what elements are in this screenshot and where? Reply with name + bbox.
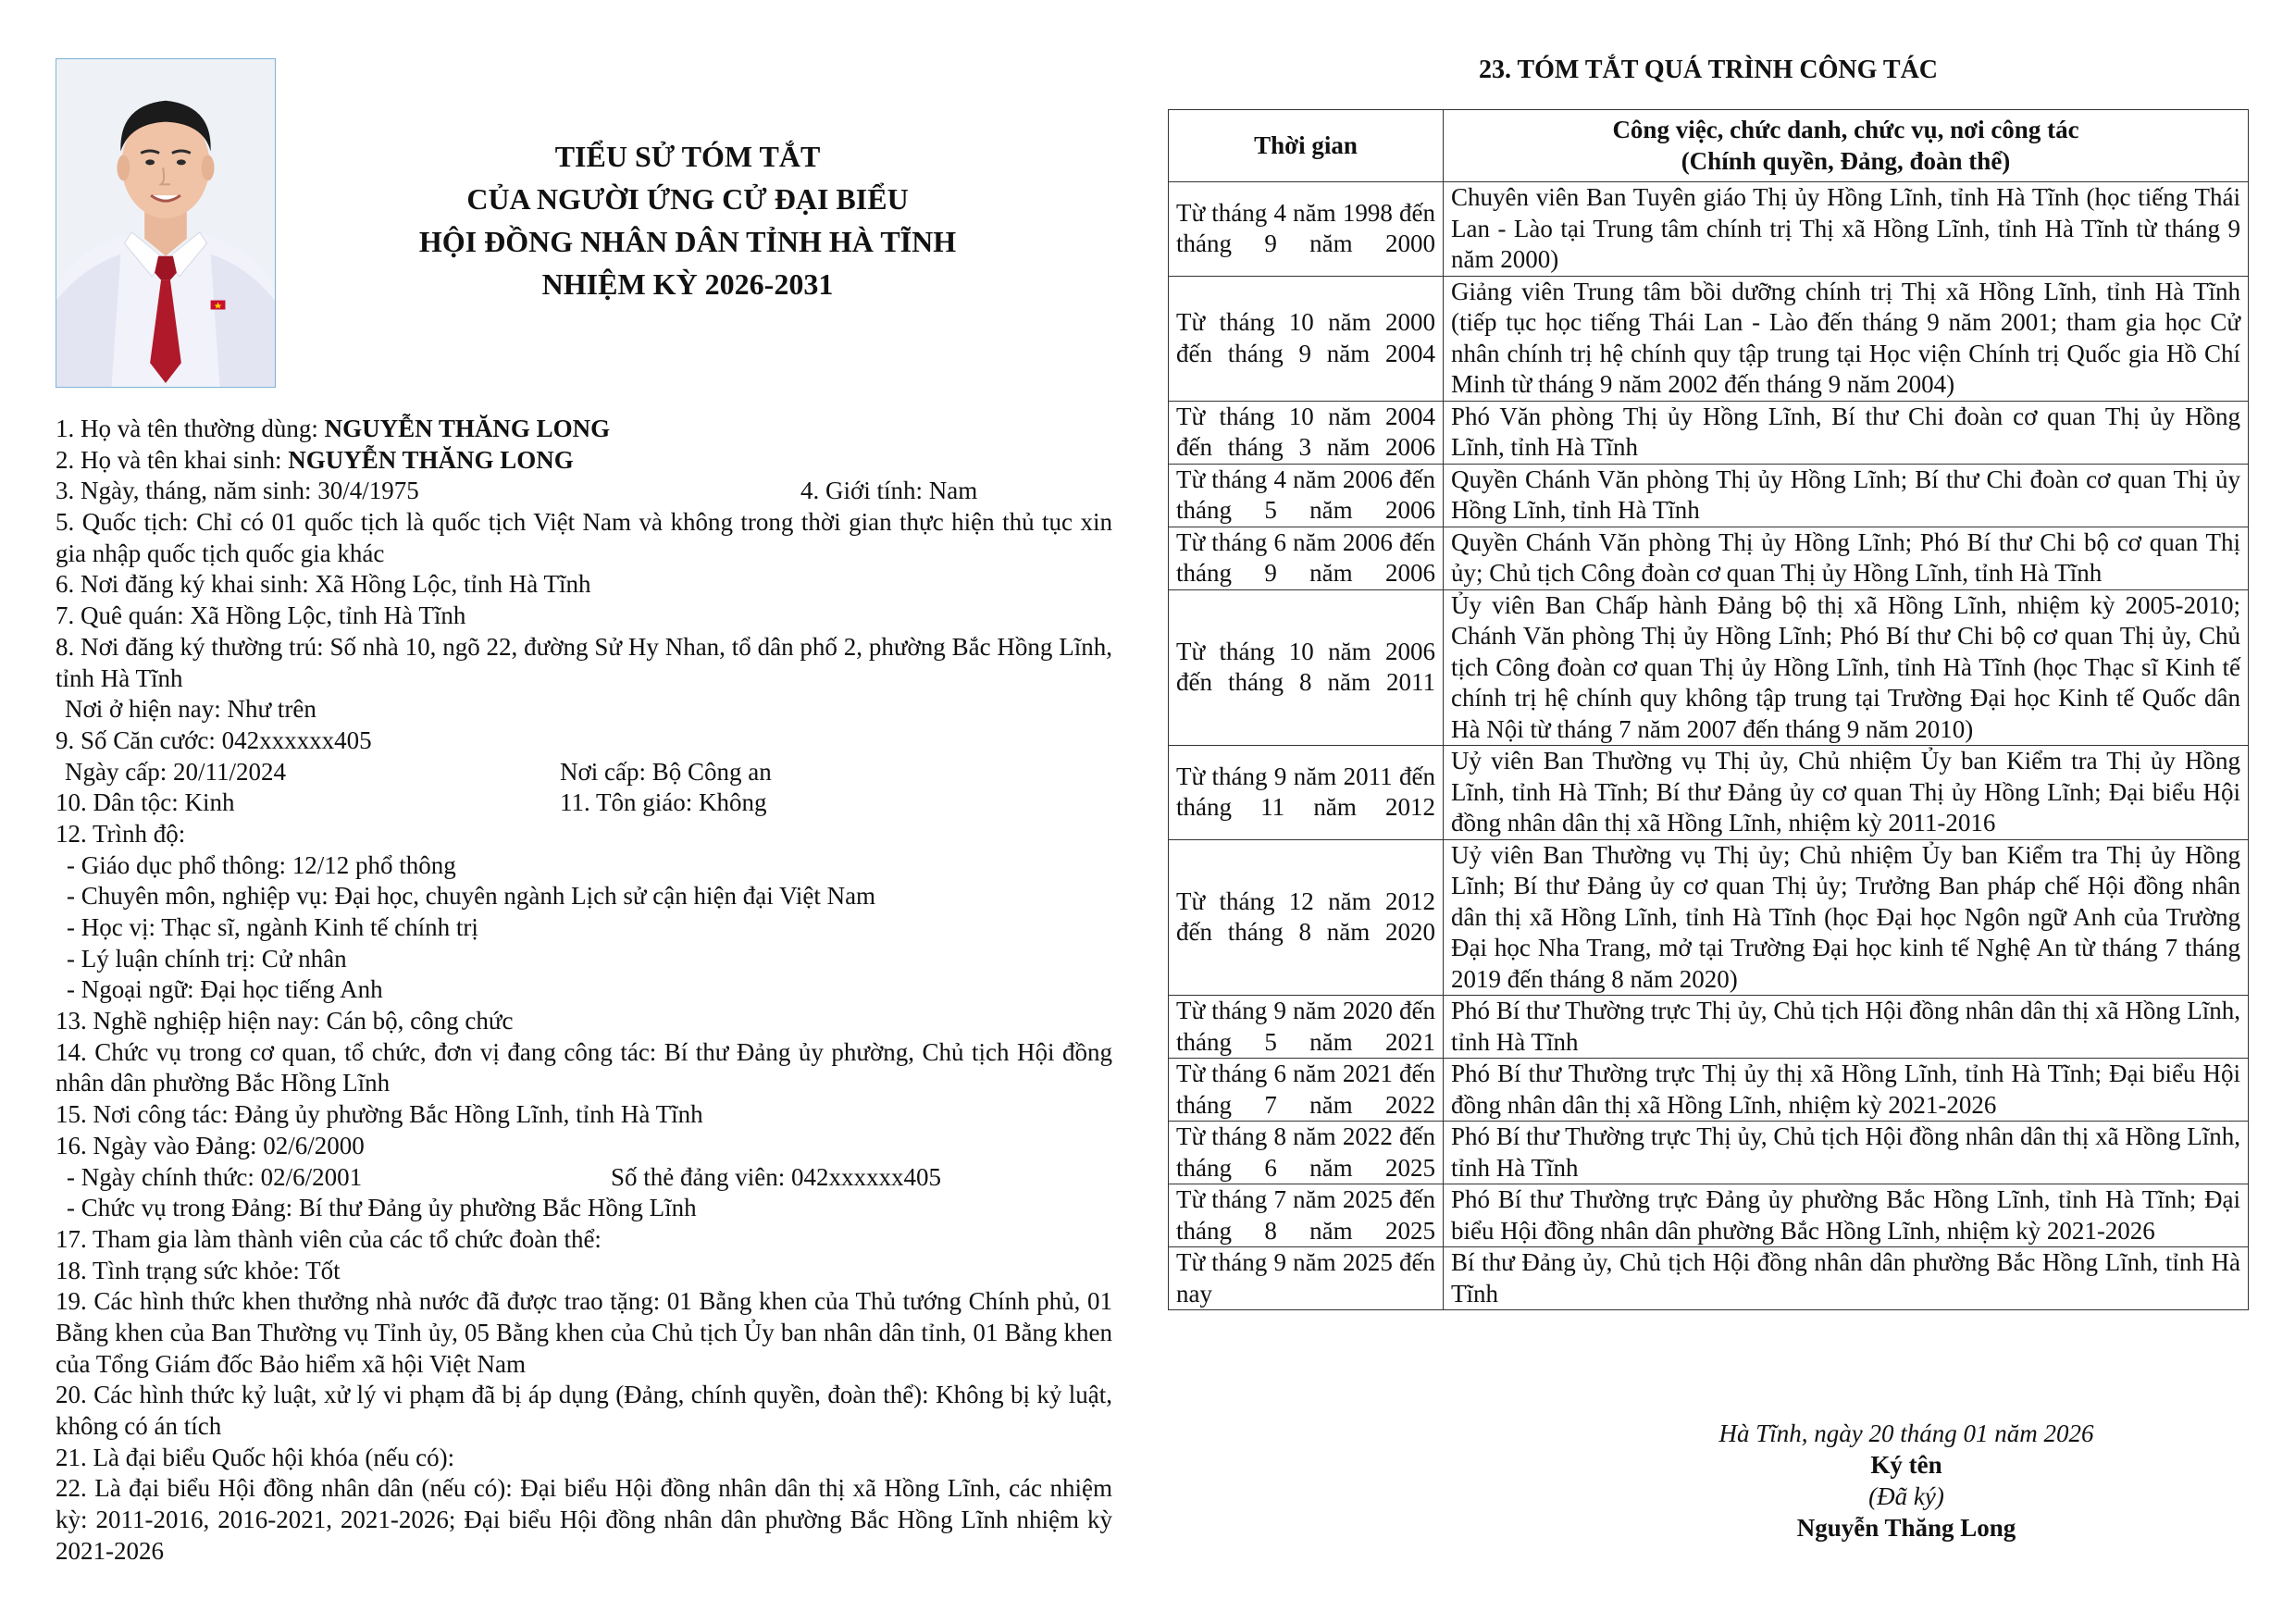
career-time: Từ tháng 8 năm 2022 đến tháng 6 năm 2025	[1169, 1122, 1444, 1184]
title-line-3: HỘI ĐỒNG NHÂN DÂN TỈNH HÀ TĨNH	[418, 225, 957, 258]
career-time: Từ tháng 9 năm 2020 đến tháng 5 năm 2021	[1169, 996, 1444, 1059]
field-permanent-residence: 8. Nơi đăng ký thường trú: Số nhà 10, ngõ 22, đường Sử Hy Nhan, tổ dân phố 2, phường Bắc Hồng Lĩnh, tỉnh Hà Tĩnh	[56, 632, 1112, 692]
col-header-time: Thời gian	[1169, 110, 1444, 182]
career-time: Từ tháng 6 năm 2006 đến tháng 9 năm 2006	[1169, 527, 1444, 589]
education-political-theory: - Lý luận chính trị: Cử nhân	[67, 944, 347, 973]
field-discipline: 20. Các hình thức kỷ luật, xử lý vi phạm đã bị áp dụng (Đảng, chính quyền, đoàn thể): Không bị kỷ luật, không có án tích	[56, 1381, 1112, 1441]
field-common-name: 1. Họ và tên thường dùng: NGUYỄN THĂNG LONG	[56, 415, 611, 442]
field-nationality: 5. Quốc tịch: Chỉ có 01 quốc tịch là quốc tịch Việt Nam và không trong thời gian thực hiện thủ tục xin gia nhập quốc tịch quốc gia khác	[56, 508, 1112, 567]
field-occupation: 13. Nghề nghiệp hiện nay: Cán bộ, công chức	[56, 1007, 514, 1035]
signature-block	[1629, 1418, 2184, 1543]
field-id-number: 9. Số Căn cước: 042xxxxxx405	[56, 725, 372, 754]
career-description: Uỷ viên Ban Thường vụ Thị ủy; Chủ nhiệm Ủy ban Kiểm tra Thị ủy Hồng Lĩnh; Bí thư Đảng ủy cơ quan Thị ủy; Trưởng Ban pháp chế Hội đồng nhân dân thị xã Hồng Lĩnh, tỉnh Hà Tĩnh (học Đại học Ngôn ngữ Anh của Trường Đại học Nha Trang, mở tại Trường Đại học kinh tế Nghệ An từ tháng 7 tháng 2019 đến tháng 8 năm 2020)	[1444, 839, 2249, 996]
career-description: Phó Bí thư Thường trực Đảng ủy phường Bắc Hồng Lĩnh, tỉnh Hà Tĩnh; Đại biểu Hội đồng nhân dân phường Bắc Hồng Lĩnh, nhiệm kỳ 2021-2026	[1444, 1184, 2249, 1247]
signature-name: Nguyễn Thăng Long	[1796, 1514, 2016, 1542]
field-gender: 4. Giới tính: Nam	[800, 477, 978, 505]
career-time: Từ tháng 10 năm 2004 đến tháng 3 năm 2006	[1169, 401, 1444, 464]
title-line-2: CỦA NGƯỜI ỨNG CỬ ĐẠI BIỂU	[466, 182, 909, 216]
education-general: - Giáo dục phổ thông: 12/12 phổ thông	[67, 850, 456, 879]
career-time: Từ tháng 7 năm 2025 đến tháng 8 năm 2025	[1169, 1184, 1444, 1247]
career-row	[1169, 996, 2249, 1059]
career-time: Từ tháng 10 năm 2000 đến tháng 9 năm 2004	[1169, 276, 1444, 401]
document-title	[368, 135, 1007, 305]
career-description: Chuyên viên Ban Tuyên giáo Thị ủy Hồng Lĩnh, tỉnh Hà Tĩnh (học tiếng Thái Lan - Lào tại Trung tâm chính trị Thị xã Hồng Lĩnh, tỉnh Hà Tĩnh từ tháng 9 năm 2000)	[1444, 182, 2249, 277]
career-time: Từ tháng 10 năm 2006 đến tháng 8 năm 2011	[1169, 589, 1444, 746]
career-row	[1169, 1122, 2249, 1184]
common-name-value: NGUYỄN THĂNG LONG	[324, 415, 611, 442]
field-ethnicity: 10. Dân tộc: Kinh	[56, 788, 235, 817]
career-table	[1168, 109, 2249, 1310]
personal-info	[56, 414, 1112, 1568]
field-national-assembly: 21. Là đại biểu Quốc hội khóa (nếu có):	[56, 1443, 455, 1471]
field-dob-gender	[56, 476, 1112, 507]
career-table-body	[1169, 182, 2249, 1310]
portrait-photo-icon	[56, 59, 275, 387]
col-header-work-title: Công việc, chức danh, chức vụ, nơi công tác	[1612, 116, 2079, 143]
field-party-join-date: 16. Ngày vào Đảng: 02/6/2000	[56, 1131, 365, 1159]
field-birth-name: 2. Họ và tên khai sinh: NGUYỄN THĂNG LONG	[56, 445, 574, 474]
field-organizations: 17. Tham gia làm thành viên của các tổ chức đoàn thể:	[56, 1224, 602, 1253]
field-party-official	[56, 1162, 1112, 1194]
signature-place-date: Hà Tĩnh, ngày 20 tháng 01 năm 2026	[1718, 1419, 2094, 1447]
field-ethnicity-religion	[56, 787, 1112, 819]
field-party-position: - Chức vụ trong Đảng: Bí thư Đảng ủy phường Bắc Hồng Lĩnh	[67, 1194, 697, 1222]
career-section-title: 23. TÓM TẮT QUÁ TRÌNH CÔNG TÁC	[1478, 56, 1939, 84]
field-id-place: Nơi cấp: Bộ Công an	[560, 757, 772, 786]
party-official-date: - Ngày chính thức: 02/6/2001	[67, 1162, 363, 1191]
field-birth-registration: 6. Nơi đăng ký khai sinh: Xã Hồng Lộc, tỉnh Hà Tĩnh	[56, 570, 591, 599]
career-time: Từ tháng 4 năm 1998 đến tháng 9 năm 2000	[1169, 182, 1444, 277]
career-row	[1169, 401, 2249, 464]
career-row	[1169, 839, 2249, 996]
col-header-work	[1444, 110, 2249, 182]
career-description: Quyền Chánh Văn phòng Thị ủy Hồng Lĩnh; Phó Bí thư Chi bộ cơ quan Thị ủy; Chủ tịch Công đoàn cơ quan Thị ủy Hồng Lĩnh, tỉnh Hà Tĩnh	[1444, 527, 2249, 589]
career-row	[1169, 527, 2249, 589]
field-id-issue	[56, 757, 1112, 788]
career-description: Giảng viên Trung tâm bồi dưỡng chính trị Thị xã Hồng Lĩnh, tỉnh Hà Tĩnh (tiếp tục học tiếng Thái Lan - Lào đến tháng 9 năm 2001; tham gia học Cử nhân chính trị hệ chính quy tập trung tại Học viện Chính trị Quốc gia Hồ Chí Minh từ tháng 9 năm 2002 đến tháng 9 năm 2004)	[1444, 276, 2249, 401]
title-line-4: NHIỆM KỲ 2026-2031	[541, 267, 834, 301]
career-row	[1169, 1184, 2249, 1247]
candidate-photo	[56, 58, 276, 388]
field-health: 18. Tình trạng sức khỏe: Tốt	[56, 1256, 341, 1284]
career-table-header	[1169, 110, 2249, 182]
career-time: Từ tháng 12 năm 2012 đến tháng 8 năm 2020	[1169, 839, 1444, 996]
field-awards: 19. Các hình thức khen thưởng nhà nước đã được trao tặng: 01 Bằng khen của Thủ tướng Chính phủ, 01 Bằng khen của Ban Thường vụ Tỉnh ủy, 05 Bằng khen của Chủ tịch Ủy ban nhân dân tỉnh, 01 Bằng khen của Tổng Giám đốc Bảo hiểm xã hội Việt Nam	[56, 1287, 1112, 1378]
career-row	[1169, 1059, 2249, 1122]
career-description: Phó Bí thư Thường trực Thị ủy, Chủ tịch Hội đồng nhân dân thị xã Hồng Lĩnh, tỉnh Hà Tĩnh	[1444, 1122, 2249, 1184]
career-description: Bí thư Đảng ủy, Chủ tịch Hội đồng nhân dân phường Bắc Hồng Lĩnh, tỉnh Hà Tĩnh	[1444, 1247, 2249, 1310]
field-workplace: 15. Nơi công tác: Đảng ủy phường Bắc Hồng Lĩnh, tỉnh Hà Tĩnh	[56, 1100, 703, 1129]
party-card-number: Số thẻ đảng viên: 042xxxxxx405	[611, 1162, 941, 1191]
field-id-date: Ngày cấp: 20/11/2024	[65, 757, 286, 786]
career-row	[1169, 746, 2249, 840]
signature-signed-note: (Đã ký)	[1868, 1482, 1944, 1510]
field-dob: 3. Ngày, tháng, năm sinh: 30/4/1975	[56, 477, 419, 505]
career-description: Phó Bí thư Thường trực Thị ủy thị xã Hồng Lĩnh, tỉnh Hà Tĩnh; Đại biểu Hội đồng nhân dân thị xã Hồng Lĩnh, nhiệm kỳ 2021-2026	[1444, 1059, 2249, 1122]
career-row	[1169, 589, 2249, 746]
field-hometown: 7. Quê quán: Xã Hồng Lộc, tỉnh Hà Tĩnh	[56, 601, 466, 630]
signature-label: Ký tên	[1870, 1451, 1942, 1479]
career-row	[1169, 464, 2249, 527]
career-description: Quyền Chánh Văn phòng Thị ủy Hồng Lĩnh; Bí thư Chi đoàn cơ quan Thị ủy Hồng Lĩnh, tỉnh Hà Tĩnh	[1444, 464, 2249, 527]
title-line-1: TIỂU SỬ TÓM TẮT	[554, 140, 821, 173]
col-header-work-subtitle: (Chính quyền, Đảng, đoàn thể)	[1681, 146, 2011, 175]
career-row	[1169, 276, 2249, 401]
career-row	[1169, 1247, 2249, 1310]
career-description: Ủy viên Ban Chấp hành Đảng bộ thị xã Hồng Lĩnh, nhiệm kỳ 2005-2010; Chánh Văn phòng Thị ủy Hồng Lĩnh; Phó Bí thư Chi bộ cơ quan Thị ủy, Chủ tịch Công đoàn cơ quan Thị ủy Hồng Lĩnh, tỉnh Hà Tĩnh (học Thạc sĩ Kinh tế chính trị hệ chính quy không tập trung tại Trường Đại học Kinh tế Quốc dân Hà Nội từ tháng 7 năm 2007 đến tháng 9 năm 2010)	[1444, 589, 2249, 746]
field-position: 14. Chức vụ trong cơ quan, tổ chức, đơn vị đang công tác: Bí thư Đảng ủy phường, Chủ tịch Hội đồng nhân dân phường Bắc Hồng Lĩnh	[56, 1037, 1112, 1097]
birth-name-value: NGUYỄN THĂNG LONG	[288, 445, 574, 474]
career-time: Từ tháng 9 năm 2025 đến nay	[1169, 1247, 1444, 1310]
career-row	[1169, 182, 2249, 277]
career-time: Từ tháng 4 năm 2006 đến tháng 5 năm 2006	[1169, 464, 1444, 527]
field-education: 12. Trình độ:	[56, 819, 186, 848]
career-description: Uỷ viên Ban Thường vụ Thị ủy, Chủ nhiệm Ủy ban Kiểm tra Thị ủy Hồng Lĩnh, tỉnh Hà Tĩnh; Bí thư Đảng ủy cơ quan Thị ủy Hồng Lĩnh; Đại biểu Hội đồng nhân dân thị xã Hồng Lĩnh, nhiệm kỳ 2011-2016	[1444, 746, 2249, 840]
career-time: Từ tháng 6 năm 2021 đến tháng 7 năm 2022	[1169, 1059, 1444, 1122]
education-degree: - Học vị: Thạc sĩ, ngành Kinh tế chính trị	[67, 913, 478, 942]
education-foreign-language: - Ngoại ngữ: Đại học tiếng Anh	[67, 975, 383, 1004]
career-time: Từ tháng 9 năm 2011 đến tháng 11 năm 2012	[1169, 746, 1444, 840]
field-peoples-council: 22. Là đại biểu Hội đồng nhân dân (nếu có): Đại biểu Hội đồng nhân dân thị xã Hồng Lĩnh, các nhiệm kỳ: 2011-2016, 2016-2021, 2021-2026; Đại biểu Hội đồng nhân dân phường Bắc Hồng Lĩnh nhiệm kỳ 2021-2026	[56, 1474, 1112, 1565]
field-current-residence: Nơi ở hiện nay: Như trên	[65, 695, 316, 724]
career-description: Phó Bí thư Thường trực Thị ủy, Chủ tịch Hội đồng nhân dân thị xã Hồng Lĩnh, tỉnh Hà Tĩnh	[1444, 996, 2249, 1059]
career-description: Phó Văn phòng Thị ủy Hồng Lĩnh, Bí thư Chi đoàn cơ quan Thị ủy Hồng Lĩnh, tỉnh Hà Tĩnh	[1444, 401, 2249, 464]
field-religion: 11. Tôn giáo: Không	[560, 788, 767, 817]
education-major: - Chuyên môn, nghiệp vụ: Đại học, chuyên ngành Lịch sử cận hiện đại Việt Nam	[67, 882, 876, 911]
